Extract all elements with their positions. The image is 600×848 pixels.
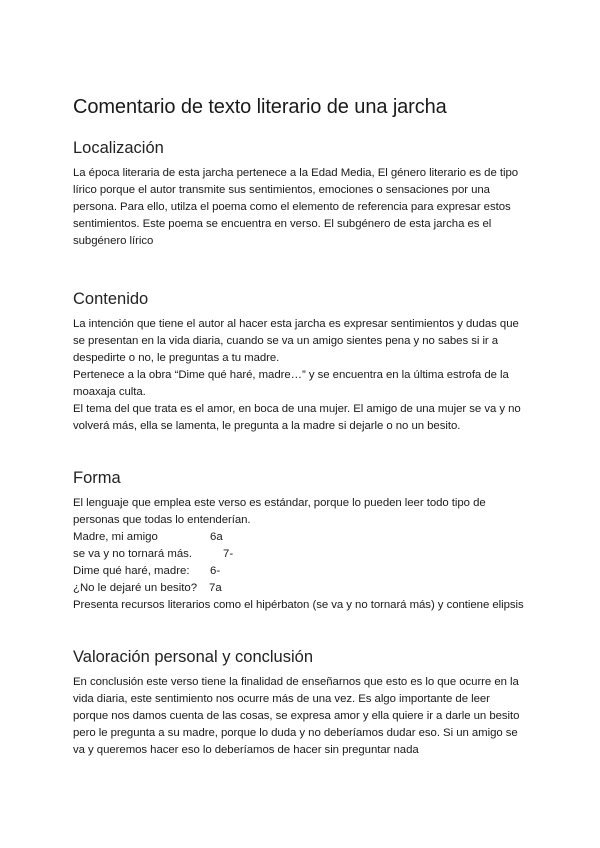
section-spacer bbox=[73, 435, 528, 467]
verse-meter: 7a bbox=[209, 582, 222, 594]
paragraph: Presenta recursos literarios como el hipérbaton (se va y no tornará más) y contiene elipsis bbox=[73, 599, 524, 611]
section-spacer bbox=[73, 250, 528, 288]
verse-text: Madre, mi amigo bbox=[73, 531, 158, 543]
verse-text: ¿No le dejaré un besito? bbox=[73, 582, 198, 594]
paragraph: La intención que tiene el autor al hacer esta jarcha es expresar sentimientos y dudas que se presentan en la vida diaria, cuando se va un amigo sientes pena y no sabes si ir a despedirte o no, le preguntas a tu madre. bbox=[73, 318, 519, 364]
section-valoracion bbox=[73, 646, 528, 759]
document-title: Comentario de texto literario de una jarcha bbox=[73, 96, 447, 118]
paragraph: Pertenece a la obra “Dime qué haré, madre…” y se encuentra en la última estrofa de la moaxaja culta. bbox=[73, 369, 509, 398]
section-heading: Forma bbox=[73, 469, 121, 487]
verse-text: se va y no tornará más. bbox=[73, 548, 193, 560]
paragraph: El lenguaje que emplea este verso es estándar, porque lo pueden leer todo tipo de personas que todas lo entenderían. bbox=[73, 497, 486, 526]
verse-text: Dime qué haré, madre: bbox=[73, 565, 190, 577]
verse-line bbox=[73, 529, 528, 546]
paragraph: La época literaria de esta jarcha pertenece a la Edad Media, El género literario es de tipo lírico porque el autor transmite sus sentimientos, emociones o sensaciones por una persona. Para ello, utilza el poema como el elemento de referencia para expresar estos sentimientos. Este poema se encuentra en verso. El subgénero de esta jarcha es el subgénero lírico bbox=[73, 167, 519, 247]
verse-meter: 6- bbox=[210, 565, 221, 577]
section-heading: Contenido bbox=[73, 290, 149, 308]
verse-line bbox=[73, 580, 528, 597]
section-spacer bbox=[73, 614, 528, 646]
section-localizacion bbox=[73, 137, 528, 250]
section-contenido bbox=[73, 288, 528, 435]
section-heading: Valoración personal y conclusión bbox=[73, 648, 313, 666]
document-page bbox=[73, 94, 528, 759]
paragraph: En conclusión este verso tiene la finalidad de enseñarnos que esto es lo que ocurre en la vida diaria, este sentimiento nos ocurre más de una vez. Es algo importante de leer porque nos damos cuenta de las cosas, se expresa amor y ella quiere ir a darle un besito pero le pregunta a su madre, porque lo duda y no deberíamos dudar eso. Si un amigo se va y queremos hacer eso lo deberíamos de hacer sin preguntar nada bbox=[73, 676, 520, 756]
verse-meter: 6a bbox=[210, 531, 223, 543]
verse-line bbox=[73, 563, 528, 580]
verse-meter: 7- bbox=[223, 548, 234, 560]
section-forma bbox=[73, 467, 528, 614]
paragraph: El tema del que trata es el amor, en boca de una mujer. El amigo de una mujer se va y no volverá más, ella se lamenta, le pregunta a la madre si dejarle o no un besito. bbox=[73, 403, 521, 432]
section-heading: Localización bbox=[73, 139, 164, 157]
verse-line bbox=[73, 546, 528, 563]
